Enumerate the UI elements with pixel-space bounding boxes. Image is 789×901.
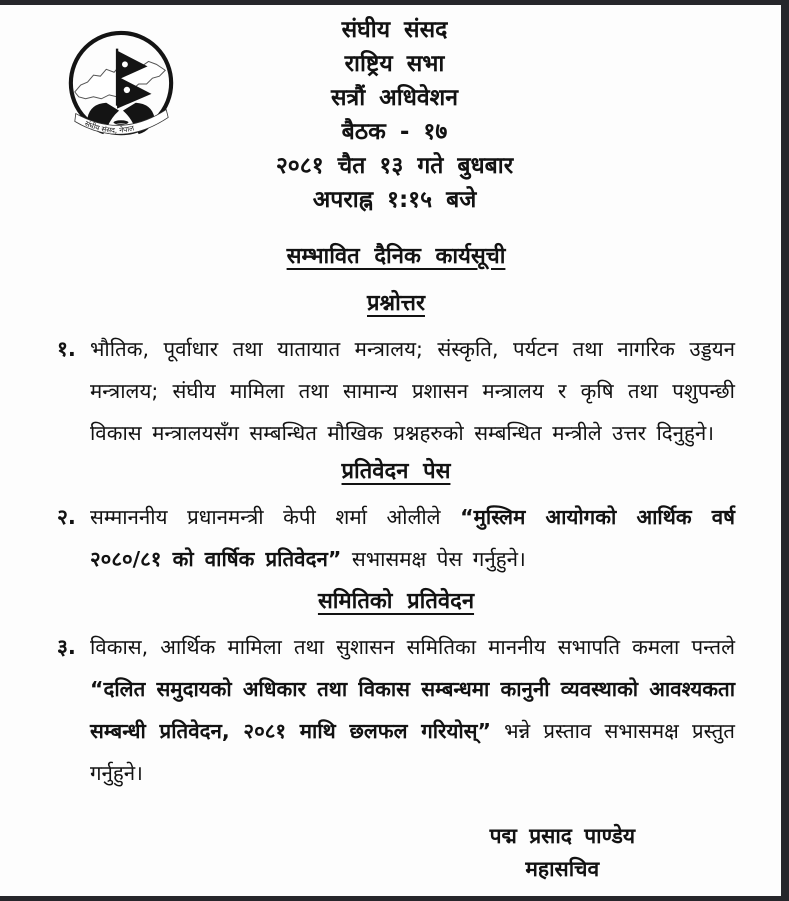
agenda-item-1 — [57, 328, 735, 454]
scan-edge-bottom — [0, 896, 789, 901]
item-text-part: सभासमक्ष पेस गर्नुहुने। — [341, 547, 526, 571]
header-line-date: २०८१ चैत १३ गते बुधबार — [275, 153, 514, 179]
scan-edge-right — [781, 0, 789, 901]
document-body — [0, 242, 789, 886]
item-text-part: विकास, आर्थिक मामिला तथा सुशासन समितिका माननीय सभापति कमला पन्तले — [90, 635, 735, 659]
agenda-title: सम्भावित दैनिक कार्यसूची — [286, 244, 506, 269]
section-heading-report-presentation: प्रतिवेदन पेस — [341, 459, 451, 484]
signature-block — [490, 820, 635, 886]
item-text-part-bold: “मुस्लिम आयोगको आर्थिक वर्ष २०८०/८१ को वार्षिक प्रतिवेदन” — [90, 505, 735, 571]
item-number: ३. — [57, 635, 76, 659]
header-line-meeting-number: बैठक - १७ — [341, 119, 448, 145]
header-line-time: अपराह्न १:१५ बजे — [312, 187, 477, 213]
item-text — [90, 328, 735, 454]
agenda-item-3 — [57, 626, 735, 794]
signatory-title: महासचिव — [525, 857, 600, 881]
section-heading-question-answer: प्रश्नोत्तर — [367, 291, 425, 316]
item-number: २. — [57, 505, 76, 529]
header-line-session: सत्रौं अधिवेशन — [330, 85, 459, 111]
item-text-part-bold: “दलित समुदायको अधिकार तथा विकास सम्बन्धमा कानुनी व्यवस्थाको आवश्यकता सम्बन्धी प्रतिवेदन, २०८१ माथि छलफल गरियोस्” — [90, 677, 735, 743]
federal-parliament-emblem-icon — [62, 26, 180, 146]
header-line-assembly: राष्ट्रिय सभा — [344, 51, 445, 77]
item-number: १. — [57, 337, 76, 361]
emblem-banner-text: संघीय संसद, नेपाल — [83, 118, 135, 135]
signatory-name: पद्म प्रसाद पाण्डेय — [489, 824, 635, 848]
section-heading-committee-report: समितिको प्रतिवेदन — [317, 589, 475, 614]
item-text — [90, 496, 735, 580]
scan-edge-top — [0, 0, 789, 5]
item-text-part: सम्माननीय प्रधानमन्त्री केपी शर्मा ओलीले — [90, 505, 461, 529]
item-text — [90, 626, 735, 794]
item-text-part: भौतिक, पूर्वाधार तथा यातायात मन्त्रालय; संस्कृति, पर्यटन तथा नागरिक उड्डयन मन्त्रालय; संघीय मामिला तथा सामान्य प्रशासन मन्त्रालय र कृषि तथा पशुपन्छी विकास मन्त्रालयसँग सम्बन्धित मौखिक प्रश्नहरुको सम्बन्धित मन्त्रीले उत्तर दिनुहुने। — [90, 337, 735, 445]
header-line-parliament: संघीय संसद — [341, 17, 448, 43]
item-text-part: भन्ने प्रस्ताव सभासमक्ष प्रस्तुत गर्नुहुने। — [90, 719, 735, 785]
agenda-item-2 — [57, 496, 735, 580]
